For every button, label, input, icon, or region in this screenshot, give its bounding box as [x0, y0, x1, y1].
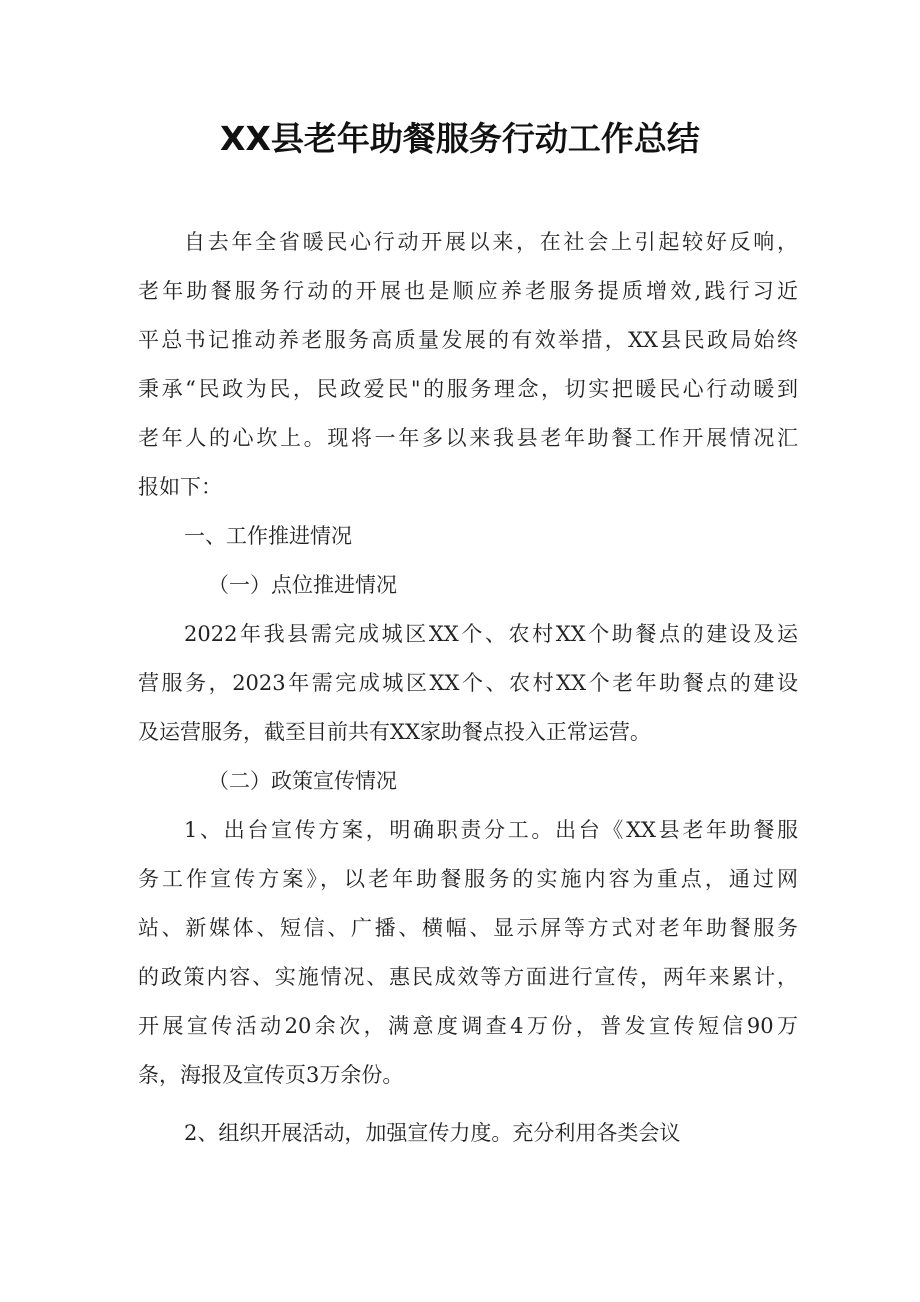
section-heading-1: 一、工作推进情况 — [184, 524, 352, 548]
paragraph-sites-line-2: 营服务，2023年需完成城区XX个、农村XX个老年助餐点的建设 — [138, 671, 798, 695]
paragraph-publicity-line-3: 站、新媒体、短信、广播、横幅、显示屏等方式对老年助餐服务 — [138, 916, 798, 940]
paragraph-intro-line-5: 老年人的心坎上。现将一年多以来我县老年助餐工作开展情况汇 — [138, 426, 798, 450]
paragraph-publicity-line-5: 开展宣传活动20余次，满意度调查4万份，普发宣传短信90万 — [138, 1014, 798, 1038]
subsection-heading-1: （一）点位推进情况 — [208, 573, 397, 597]
document-title: XX县老年助餐服务行动工作总结 — [220, 119, 700, 158]
paragraph-publicity-line-4: 的政策内容、实施情况、惠民成效等方面进行宣传，两年来累计， — [138, 965, 798, 989]
paragraph-intro-line-2: 老年助餐服务行动的开展也是顺应养老服务提质增效,践行习近 — [138, 279, 798, 303]
document-body — [138, 218, 798, 1158]
paragraph-sites-line-1: 2022年我县需完成城区XX个、农村XX个助餐点的建设及运 — [184, 622, 798, 646]
paragraph-intro-line-1: 自去年全省暖民心行动开展以来，在社会上引起较好反响， — [184, 230, 798, 254]
subsection-heading-2: （二）政策宣传情况 — [208, 769, 397, 793]
paragraph-intro-line-3: 平总书记推动养老服务高质量发展的有效举措，XX县民政局始终 — [138, 328, 798, 352]
paragraph-activities-line-1: 2、组织开展活动，加强宣传力度。充分利用各类会议 — [184, 1121, 681, 1145]
paragraph-sites-line-3: 及运营服务，截至目前共有XX家助餐点投入正常运营。 — [138, 720, 651, 744]
paragraph-intro-line-4: 秉承“民政为民，民政爱民"的服务理念，切实把暖民心行动暖到 — [138, 377, 798, 401]
paragraph-intro-line-6: 报如下： — [138, 475, 222, 499]
paragraph-publicity-line-6: 条，海报及宣传页3万余份。 — [138, 1063, 404, 1087]
paragraph-publicity-line-1: 1、出台宣传方案，明确职责分工。出台《XX县老年助餐服 — [184, 818, 798, 842]
paragraph-publicity-line-2: 务工作宣传方案》，以老年助餐服务的实施内容为重点，通过网 — [138, 867, 798, 891]
